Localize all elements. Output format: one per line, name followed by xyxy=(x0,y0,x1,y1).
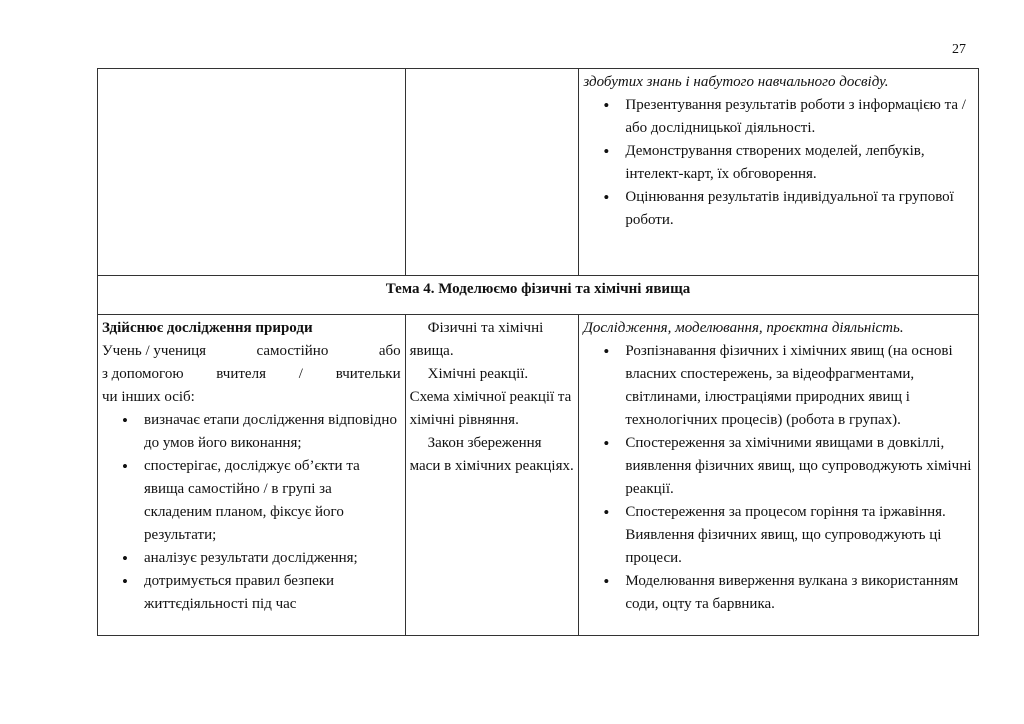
list-item: • Демонстрування створених моделей, лепбуків, інтелект-карт, їх обговорення. xyxy=(583,140,974,186)
list-item: • спостерігає, досліджує об’єкти та явища самостійно / в групі за складеним планом, фіксує його результати; xyxy=(102,455,401,547)
content-cell xyxy=(405,315,579,636)
outcomes-heading: Здійснює дослідження природи xyxy=(102,320,313,336)
activities-heading: Дослідження, моделювання, проєктна діяльність. xyxy=(583,320,904,336)
content-line: Схема хімічної реакції та хімічні рівняння. xyxy=(409,389,572,428)
table-row-topic-content xyxy=(98,315,979,636)
list-item: • Презентування результатів роботи з інформацією та / або дослідницької діяльності. xyxy=(583,94,974,140)
content-line: Закон збереження маси в хімічних реакціях. xyxy=(409,435,574,474)
outcomes-cell xyxy=(98,315,406,636)
list-item: • дотримується правил безпеки життєдіяльності під час xyxy=(102,570,401,616)
intro-word: вчительки xyxy=(335,366,401,382)
activities-cell-continued xyxy=(579,69,979,276)
list-item: • Спостереження за хімічними явищами в довкіллі, виявлення фізичних явищ, що супроводжують хімічні реакції. xyxy=(583,432,974,501)
activities-cell xyxy=(579,315,979,636)
list-item: • Моделювання виверження вулкана з використанням соди, оцту та барвника. xyxy=(583,570,974,616)
topic-title: Тема 4. Моделюємо фізичні та хімічні явища xyxy=(98,276,979,315)
table-row-topic xyxy=(98,276,979,315)
intro-word: вчителя xyxy=(216,366,266,382)
page-number: 27 xyxy=(952,42,966,57)
intro-line xyxy=(102,340,401,363)
activities-list xyxy=(583,340,974,616)
list-item: • визначає етапи дослідження відповідно до умов його виконання; xyxy=(102,409,401,455)
outcomes-list xyxy=(102,409,401,616)
intro-line xyxy=(102,363,401,386)
content-line: Хімічні реакції. xyxy=(427,366,529,382)
intro-word: з допомогою xyxy=(102,366,184,382)
table-row-continuation xyxy=(98,69,979,276)
list-item: • Оцінювання результатів індивідуальної та групової роботи. xyxy=(583,186,974,232)
list-item: • аналізує результати дослідження; xyxy=(102,547,401,570)
intro-word: самостійно xyxy=(256,343,329,359)
intro-line: чи інших осіб: xyxy=(102,389,195,405)
intro-word: Учень / учениця xyxy=(102,343,207,359)
content-line: Фізичні та хімічні явища. xyxy=(409,320,544,359)
empty-cell-content xyxy=(405,69,579,276)
activities-list-continued xyxy=(583,94,974,232)
curriculum-table xyxy=(97,68,979,636)
continuation-text: здобутих знань і набутого навчального досвіду. xyxy=(583,74,889,90)
empty-cell-outcomes xyxy=(98,69,406,276)
list-item: • Розпізнавання фізичних і хімічних явищ (на основі власних спостережень, за відеофрагментами, світлинами, ілюстраціями природних явищ і технологічних процесів) (робота в групах). xyxy=(583,340,974,432)
intro-word: або xyxy=(378,343,401,359)
list-item: • Спостереження за процесом горіння та іржавіння. Виявлення фізичних явищ, що супроводжують ці процеси. xyxy=(583,501,974,570)
intro-word: / xyxy=(298,366,303,382)
